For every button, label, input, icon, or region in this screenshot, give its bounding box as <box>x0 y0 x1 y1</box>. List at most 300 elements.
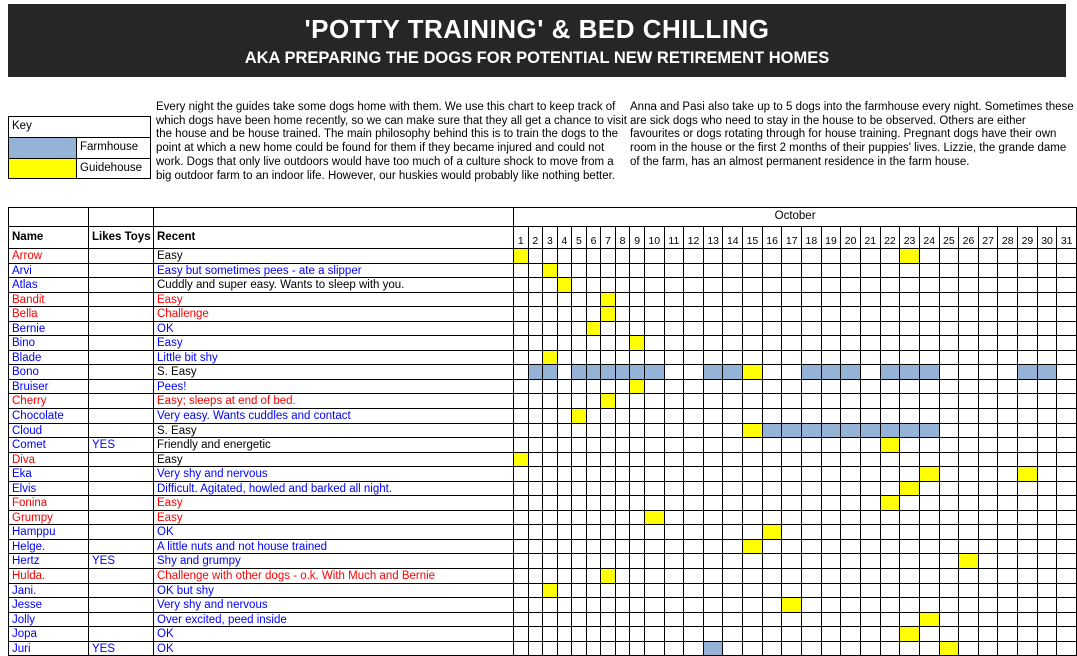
day-cell[interactable] <box>763 453 783 468</box>
day-cell[interactable] <box>601 540 616 555</box>
day-cell[interactable] <box>802 613 822 628</box>
day-cell[interactable] <box>601 322 616 337</box>
day-cell[interactable] <box>1057 249 1077 264</box>
day-cell[interactable] <box>587 642 602 656</box>
day-cell[interactable] <box>861 453 881 468</box>
day-cell[interactable] <box>861 394 881 409</box>
day-cell[interactable] <box>587 525 602 540</box>
likes-toys-cell[interactable] <box>89 394 154 409</box>
day-cell[interactable] <box>940 598 960 613</box>
day-cell[interactable] <box>959 584 979 599</box>
day-cell[interactable] <box>630 598 645 613</box>
day-column-header[interactable]: 7 <box>601 227 616 249</box>
day-cell[interactable] <box>684 496 704 511</box>
day-cell[interactable] <box>861 511 881 526</box>
day-cell[interactable] <box>616 496 631 511</box>
day-cell[interactable] <box>572 569 587 584</box>
recent-note-cell[interactable]: Shy and grumpy <box>154 554 514 569</box>
day-cell[interactable] <box>1038 380 1058 395</box>
day-cell[interactable] <box>1018 525 1038 540</box>
day-cell[interactable] <box>743 627 763 642</box>
day-cell[interactable] <box>920 293 940 308</box>
recent-note-cell[interactable]: Challenge <box>154 307 514 322</box>
day-cell[interactable] <box>529 525 544 540</box>
day-cell[interactable] <box>630 307 645 322</box>
day-cell[interactable] <box>630 336 645 351</box>
day-cell[interactable] <box>1057 424 1077 439</box>
day-cell[interactable] <box>861 627 881 642</box>
day-cell[interactable] <box>822 453 842 468</box>
farmhouse-label[interactable]: Farmhouse <box>76 137 151 158</box>
day-cell[interactable] <box>558 278 573 293</box>
day-cell[interactable] <box>763 394 783 409</box>
day-cell[interactable] <box>587 307 602 322</box>
day-cell[interactable] <box>616 307 631 322</box>
day-cell[interactable] <box>665 278 685 293</box>
day-cell[interactable] <box>645 554 665 569</box>
day-cell[interactable] <box>802 584 822 599</box>
day-cell[interactable] <box>802 293 822 308</box>
day-cell[interactable] <box>529 554 544 569</box>
day-cell[interactable] <box>514 264 529 279</box>
day-cell[interactable] <box>782 424 802 439</box>
day-cell[interactable] <box>998 365 1018 380</box>
day-cell[interactable] <box>616 598 631 613</box>
day-cell[interactable] <box>514 278 529 293</box>
day-cell[interactable] <box>601 642 616 656</box>
day-cell[interactable] <box>616 438 631 453</box>
day-cell[interactable] <box>940 278 960 293</box>
day-cell[interactable] <box>998 278 1018 293</box>
day-cell[interactable] <box>900 278 920 293</box>
day-cell[interactable] <box>920 525 940 540</box>
day-cell[interactable] <box>723 322 743 337</box>
day-cell[interactable] <box>841 278 861 293</box>
day-cell[interactable] <box>514 293 529 308</box>
day-cell[interactable] <box>979 307 999 322</box>
day-cell[interactable] <box>782 482 802 497</box>
day-cell[interactable] <box>802 540 822 555</box>
day-cell[interactable] <box>529 540 544 555</box>
day-cell[interactable] <box>1057 496 1077 511</box>
day-cell[interactable] <box>529 394 544 409</box>
day-cell[interactable] <box>616 322 631 337</box>
day-cell[interactable] <box>782 584 802 599</box>
dog-name-cell[interactable]: Bruiser <box>9 380 89 395</box>
day-cell[interactable] <box>782 264 802 279</box>
day-cell[interactable] <box>763 496 783 511</box>
day-cell[interactable] <box>920 380 940 395</box>
day-cell[interactable] <box>900 554 920 569</box>
day-cell[interactable] <box>723 336 743 351</box>
day-cell[interactable] <box>782 540 802 555</box>
day-cell[interactable] <box>802 336 822 351</box>
day-cell[interactable] <box>920 424 940 439</box>
day-cell[interactable] <box>1038 293 1058 308</box>
day-cell[interactable] <box>616 336 631 351</box>
day-cell[interactable] <box>684 424 704 439</box>
day-cell[interactable] <box>763 365 783 380</box>
day-cell[interactable] <box>743 264 763 279</box>
likes-toys-cell[interactable] <box>89 525 154 540</box>
day-cell[interactable] <box>704 424 724 439</box>
day-cell[interactable] <box>529 409 544 424</box>
day-cell[interactable] <box>940 525 960 540</box>
day-cell[interactable] <box>645 351 665 366</box>
day-cell[interactable] <box>645 613 665 628</box>
day-cell[interactable] <box>861 540 881 555</box>
day-cell[interactable] <box>881 380 901 395</box>
day-cell[interactable] <box>841 496 861 511</box>
day-cell[interactable] <box>601 554 616 569</box>
day-cell[interactable] <box>881 584 901 599</box>
day-cell[interactable] <box>998 307 1018 322</box>
day-cell[interactable] <box>558 264 573 279</box>
day-cell[interactable] <box>558 322 573 337</box>
day-cell[interactable] <box>704 540 724 555</box>
day-cell[interactable] <box>743 482 763 497</box>
day-cell[interactable] <box>940 613 960 628</box>
day-cell[interactable] <box>861 336 881 351</box>
day-cell[interactable] <box>861 584 881 599</box>
day-cell[interactable] <box>920 351 940 366</box>
likes-toys-cell[interactable] <box>89 409 154 424</box>
day-cell[interactable] <box>645 467 665 482</box>
day-cell[interactable] <box>940 394 960 409</box>
day-cell[interactable] <box>881 322 901 337</box>
day-cell[interactable] <box>841 380 861 395</box>
day-cell[interactable] <box>959 569 979 584</box>
day-cell[interactable] <box>529 511 544 526</box>
day-cell[interactable] <box>665 467 685 482</box>
day-cell[interactable] <box>881 365 901 380</box>
day-cell[interactable] <box>665 482 685 497</box>
day-cell[interactable] <box>543 467 558 482</box>
day-cell[interactable] <box>743 584 763 599</box>
day-cell[interactable] <box>881 453 901 468</box>
day-cell[interactable] <box>704 613 724 628</box>
day-cell[interactable] <box>802 598 822 613</box>
day-cell[interactable] <box>998 569 1018 584</box>
day-cell[interactable] <box>763 642 783 656</box>
day-cell[interactable] <box>601 424 616 439</box>
day-cell[interactable] <box>841 409 861 424</box>
day-cell[interactable] <box>665 322 685 337</box>
day-cell[interactable] <box>1038 584 1058 599</box>
day-cell[interactable] <box>558 525 573 540</box>
day-cell[interactable] <box>763 249 783 264</box>
day-cell[interactable] <box>630 394 645 409</box>
recent-note-cell[interactable]: Cuddly and super easy. Wants to sleep with you. <box>154 278 514 293</box>
day-cell[interactable] <box>940 264 960 279</box>
likes-toys-cell[interactable] <box>89 264 154 279</box>
day-cell[interactable] <box>881 642 901 656</box>
day-cell[interactable] <box>1057 264 1077 279</box>
day-cell[interactable] <box>684 598 704 613</box>
day-cell[interactable] <box>940 627 960 642</box>
day-cell[interactable] <box>587 598 602 613</box>
day-cell[interactable] <box>704 569 724 584</box>
day-cell[interactable] <box>763 554 783 569</box>
day-cell[interactable] <box>1018 453 1038 468</box>
day-cell[interactable] <box>1038 453 1058 468</box>
day-cell[interactable] <box>1018 540 1038 555</box>
day-cell[interactable] <box>572 365 587 380</box>
likes-toys-cell[interactable] <box>89 584 154 599</box>
day-cell[interactable] <box>587 540 602 555</box>
day-cell[interactable] <box>802 438 822 453</box>
day-cell[interactable] <box>861 249 881 264</box>
day-cell[interactable] <box>1018 249 1038 264</box>
day-cell[interactable] <box>822 424 842 439</box>
likes-toys-cell[interactable]: YES <box>89 642 154 656</box>
day-cell[interactable] <box>665 409 685 424</box>
day-cell[interactable] <box>543 322 558 337</box>
day-cell[interactable] <box>704 467 724 482</box>
day-cell[interactable] <box>841 307 861 322</box>
day-cell[interactable] <box>920 584 940 599</box>
likes-toys-cell[interactable] <box>89 278 154 293</box>
day-cell[interactable] <box>881 525 901 540</box>
day-column-header[interactable]: 22 <box>881 227 901 249</box>
day-cell[interactable] <box>630 409 645 424</box>
day-cell[interactable] <box>645 365 665 380</box>
day-cell[interactable] <box>900 307 920 322</box>
day-cell[interactable] <box>558 453 573 468</box>
day-cell[interactable] <box>1057 322 1077 337</box>
day-cell[interactable] <box>1057 554 1077 569</box>
day-cell[interactable] <box>940 511 960 526</box>
day-column-header[interactable]: 10 <box>645 227 665 249</box>
dog-name-cell[interactable]: Eka <box>9 467 89 482</box>
day-cell[interactable] <box>979 642 999 656</box>
day-cell[interactable] <box>723 540 743 555</box>
day-cell[interactable] <box>782 351 802 366</box>
recent-note-cell[interactable]: Very shy and nervous <box>154 598 514 613</box>
spacer-recent-cell[interactable] <box>154 208 514 227</box>
day-cell[interactable] <box>979 322 999 337</box>
day-cell[interactable] <box>616 511 631 526</box>
dog-name-cell[interactable]: Arvi <box>9 264 89 279</box>
day-cell[interactable] <box>665 525 685 540</box>
day-cell[interactable] <box>822 380 842 395</box>
day-cell[interactable] <box>543 438 558 453</box>
day-cell[interactable] <box>959 424 979 439</box>
day-cell[interactable] <box>572 467 587 482</box>
day-cell[interactable] <box>1038 467 1058 482</box>
day-cell[interactable] <box>763 351 783 366</box>
day-cell[interactable] <box>900 249 920 264</box>
day-cell[interactable] <box>900 351 920 366</box>
day-cell[interactable] <box>841 394 861 409</box>
day-cell[interactable] <box>601 409 616 424</box>
day-cell[interactable] <box>900 613 920 628</box>
day-cell[interactable] <box>900 627 920 642</box>
likes-toys-cell[interactable] <box>89 322 154 337</box>
day-cell[interactable] <box>601 467 616 482</box>
day-cell[interactable] <box>723 438 743 453</box>
dog-name-cell[interactable]: Cloud <box>9 424 89 439</box>
dog-name-cell[interactable]: Helge. <box>9 540 89 555</box>
day-cell[interactable] <box>645 424 665 439</box>
day-cell[interactable] <box>645 584 665 599</box>
day-cell[interactable] <box>743 307 763 322</box>
day-cell[interactable] <box>543 380 558 395</box>
day-cell[interactable] <box>645 511 665 526</box>
day-cell[interactable] <box>572 278 587 293</box>
recent-note-cell[interactable]: Pees! <box>154 380 514 395</box>
day-cell[interactable] <box>704 584 724 599</box>
day-cell[interactable] <box>920 365 940 380</box>
day-cell[interactable] <box>601 613 616 628</box>
day-cell[interactable] <box>704 307 724 322</box>
day-cell[interactable] <box>529 351 544 366</box>
day-column-header[interactable]: 4 <box>558 227 573 249</box>
day-cell[interactable] <box>940 424 960 439</box>
day-cell[interactable] <box>684 249 704 264</box>
day-cell[interactable] <box>822 554 842 569</box>
day-cell[interactable] <box>979 467 999 482</box>
day-cell[interactable] <box>558 540 573 555</box>
day-cell[interactable] <box>543 307 558 322</box>
guidehouse-label[interactable]: Guidehouse <box>76 158 151 179</box>
day-cell[interactable] <box>723 642 743 656</box>
day-cell[interactable] <box>543 554 558 569</box>
day-cell[interactable] <box>1057 394 1077 409</box>
dog-name-cell[interactable]: Juri <box>9 642 89 656</box>
day-cell[interactable] <box>1038 642 1058 656</box>
day-cell[interactable] <box>601 627 616 642</box>
day-cell[interactable] <box>514 613 529 628</box>
day-cell[interactable] <box>572 511 587 526</box>
day-cell[interactable] <box>822 540 842 555</box>
day-cell[interactable] <box>723 293 743 308</box>
day-cell[interactable] <box>1057 307 1077 322</box>
day-cell[interactable] <box>841 569 861 584</box>
day-cell[interactable] <box>684 613 704 628</box>
day-cell[interactable] <box>782 307 802 322</box>
dog-name-cell[interactable]: Hamppu <box>9 525 89 540</box>
day-cell[interactable] <box>645 409 665 424</box>
day-cell[interactable] <box>684 453 704 468</box>
day-cell[interactable] <box>587 264 602 279</box>
day-cell[interactable] <box>959 307 979 322</box>
day-cell[interactable] <box>601 264 616 279</box>
recent-note-cell[interactable]: Easy <box>154 293 514 308</box>
day-cell[interactable] <box>601 453 616 468</box>
day-cell[interactable] <box>514 467 529 482</box>
day-cell[interactable] <box>920 540 940 555</box>
day-cell[interactable] <box>959 525 979 540</box>
day-cell[interactable] <box>959 365 979 380</box>
day-cell[interactable] <box>616 642 631 656</box>
day-cell[interactable] <box>1018 264 1038 279</box>
day-cell[interactable] <box>587 467 602 482</box>
day-cell[interactable] <box>959 453 979 468</box>
day-cell[interactable] <box>572 540 587 555</box>
day-cell[interactable] <box>979 249 999 264</box>
day-cell[interactable] <box>743 511 763 526</box>
day-cell[interactable] <box>684 511 704 526</box>
day-cell[interactable] <box>998 438 1018 453</box>
day-cell[interactable] <box>529 293 544 308</box>
day-cell[interactable] <box>782 598 802 613</box>
day-cell[interactable] <box>684 322 704 337</box>
day-cell[interactable] <box>920 249 940 264</box>
day-cell[interactable] <box>1057 613 1077 628</box>
day-cell[interactable] <box>1038 627 1058 642</box>
day-cell[interactable] <box>920 467 940 482</box>
dog-name-cell[interactable]: Arrow <box>9 249 89 264</box>
day-cell[interactable] <box>802 511 822 526</box>
day-cell[interactable] <box>998 453 1018 468</box>
day-cell[interactable] <box>743 351 763 366</box>
day-cell[interactable] <box>616 569 631 584</box>
day-cell[interactable] <box>529 613 544 628</box>
dog-name-cell[interactable]: Chocolate <box>9 409 89 424</box>
day-cell[interactable] <box>979 613 999 628</box>
day-cell[interactable] <box>881 293 901 308</box>
day-cell[interactable] <box>704 496 724 511</box>
day-cell[interactable] <box>543 525 558 540</box>
day-cell[interactable] <box>558 365 573 380</box>
day-cell[interactable] <box>704 278 724 293</box>
day-cell[interactable] <box>743 438 763 453</box>
day-cell[interactable] <box>920 598 940 613</box>
dog-name-cell[interactable]: Bino <box>9 336 89 351</box>
day-cell[interactable] <box>723 424 743 439</box>
day-cell[interactable] <box>900 438 920 453</box>
day-cell[interactable] <box>704 554 724 569</box>
recent-note-cell[interactable]: Little bit shy <box>154 351 514 366</box>
day-cell[interactable] <box>1038 554 1058 569</box>
day-cell[interactable] <box>763 278 783 293</box>
day-cell[interactable] <box>684 642 704 656</box>
day-cell[interactable] <box>558 511 573 526</box>
day-cell[interactable] <box>616 613 631 628</box>
day-cell[interactable] <box>665 598 685 613</box>
day-cell[interactable] <box>782 467 802 482</box>
likes-toys-cell[interactable] <box>89 336 154 351</box>
recent-note-cell[interactable]: Easy <box>154 496 514 511</box>
day-cell[interactable] <box>587 351 602 366</box>
likes-toys-cell[interactable] <box>89 424 154 439</box>
dog-name-cell[interactable]: Hertz <box>9 554 89 569</box>
day-cell[interactable] <box>1057 438 1077 453</box>
day-cell[interactable] <box>881 394 901 409</box>
day-cell[interactable] <box>587 278 602 293</box>
day-cell[interactable] <box>616 453 631 468</box>
day-cell[interactable] <box>1018 438 1038 453</box>
day-cell[interactable] <box>743 554 763 569</box>
day-column-header[interactable]: 15 <box>743 227 763 249</box>
day-cell[interactable] <box>743 249 763 264</box>
day-cell[interactable] <box>558 584 573 599</box>
day-cell[interactable] <box>616 278 631 293</box>
day-cell[interactable] <box>1038 569 1058 584</box>
day-cell[interactable] <box>616 627 631 642</box>
day-cell[interactable] <box>514 642 529 656</box>
day-cell[interactable] <box>514 584 529 599</box>
day-cell[interactable] <box>782 496 802 511</box>
day-cell[interactable] <box>630 525 645 540</box>
day-cell[interactable] <box>1038 336 1058 351</box>
day-column-header[interactable]: 3 <box>543 227 558 249</box>
day-cell[interactable] <box>723 584 743 599</box>
day-cell[interactable] <box>514 482 529 497</box>
day-cell[interactable] <box>881 496 901 511</box>
day-cell[interactable] <box>1057 380 1077 395</box>
